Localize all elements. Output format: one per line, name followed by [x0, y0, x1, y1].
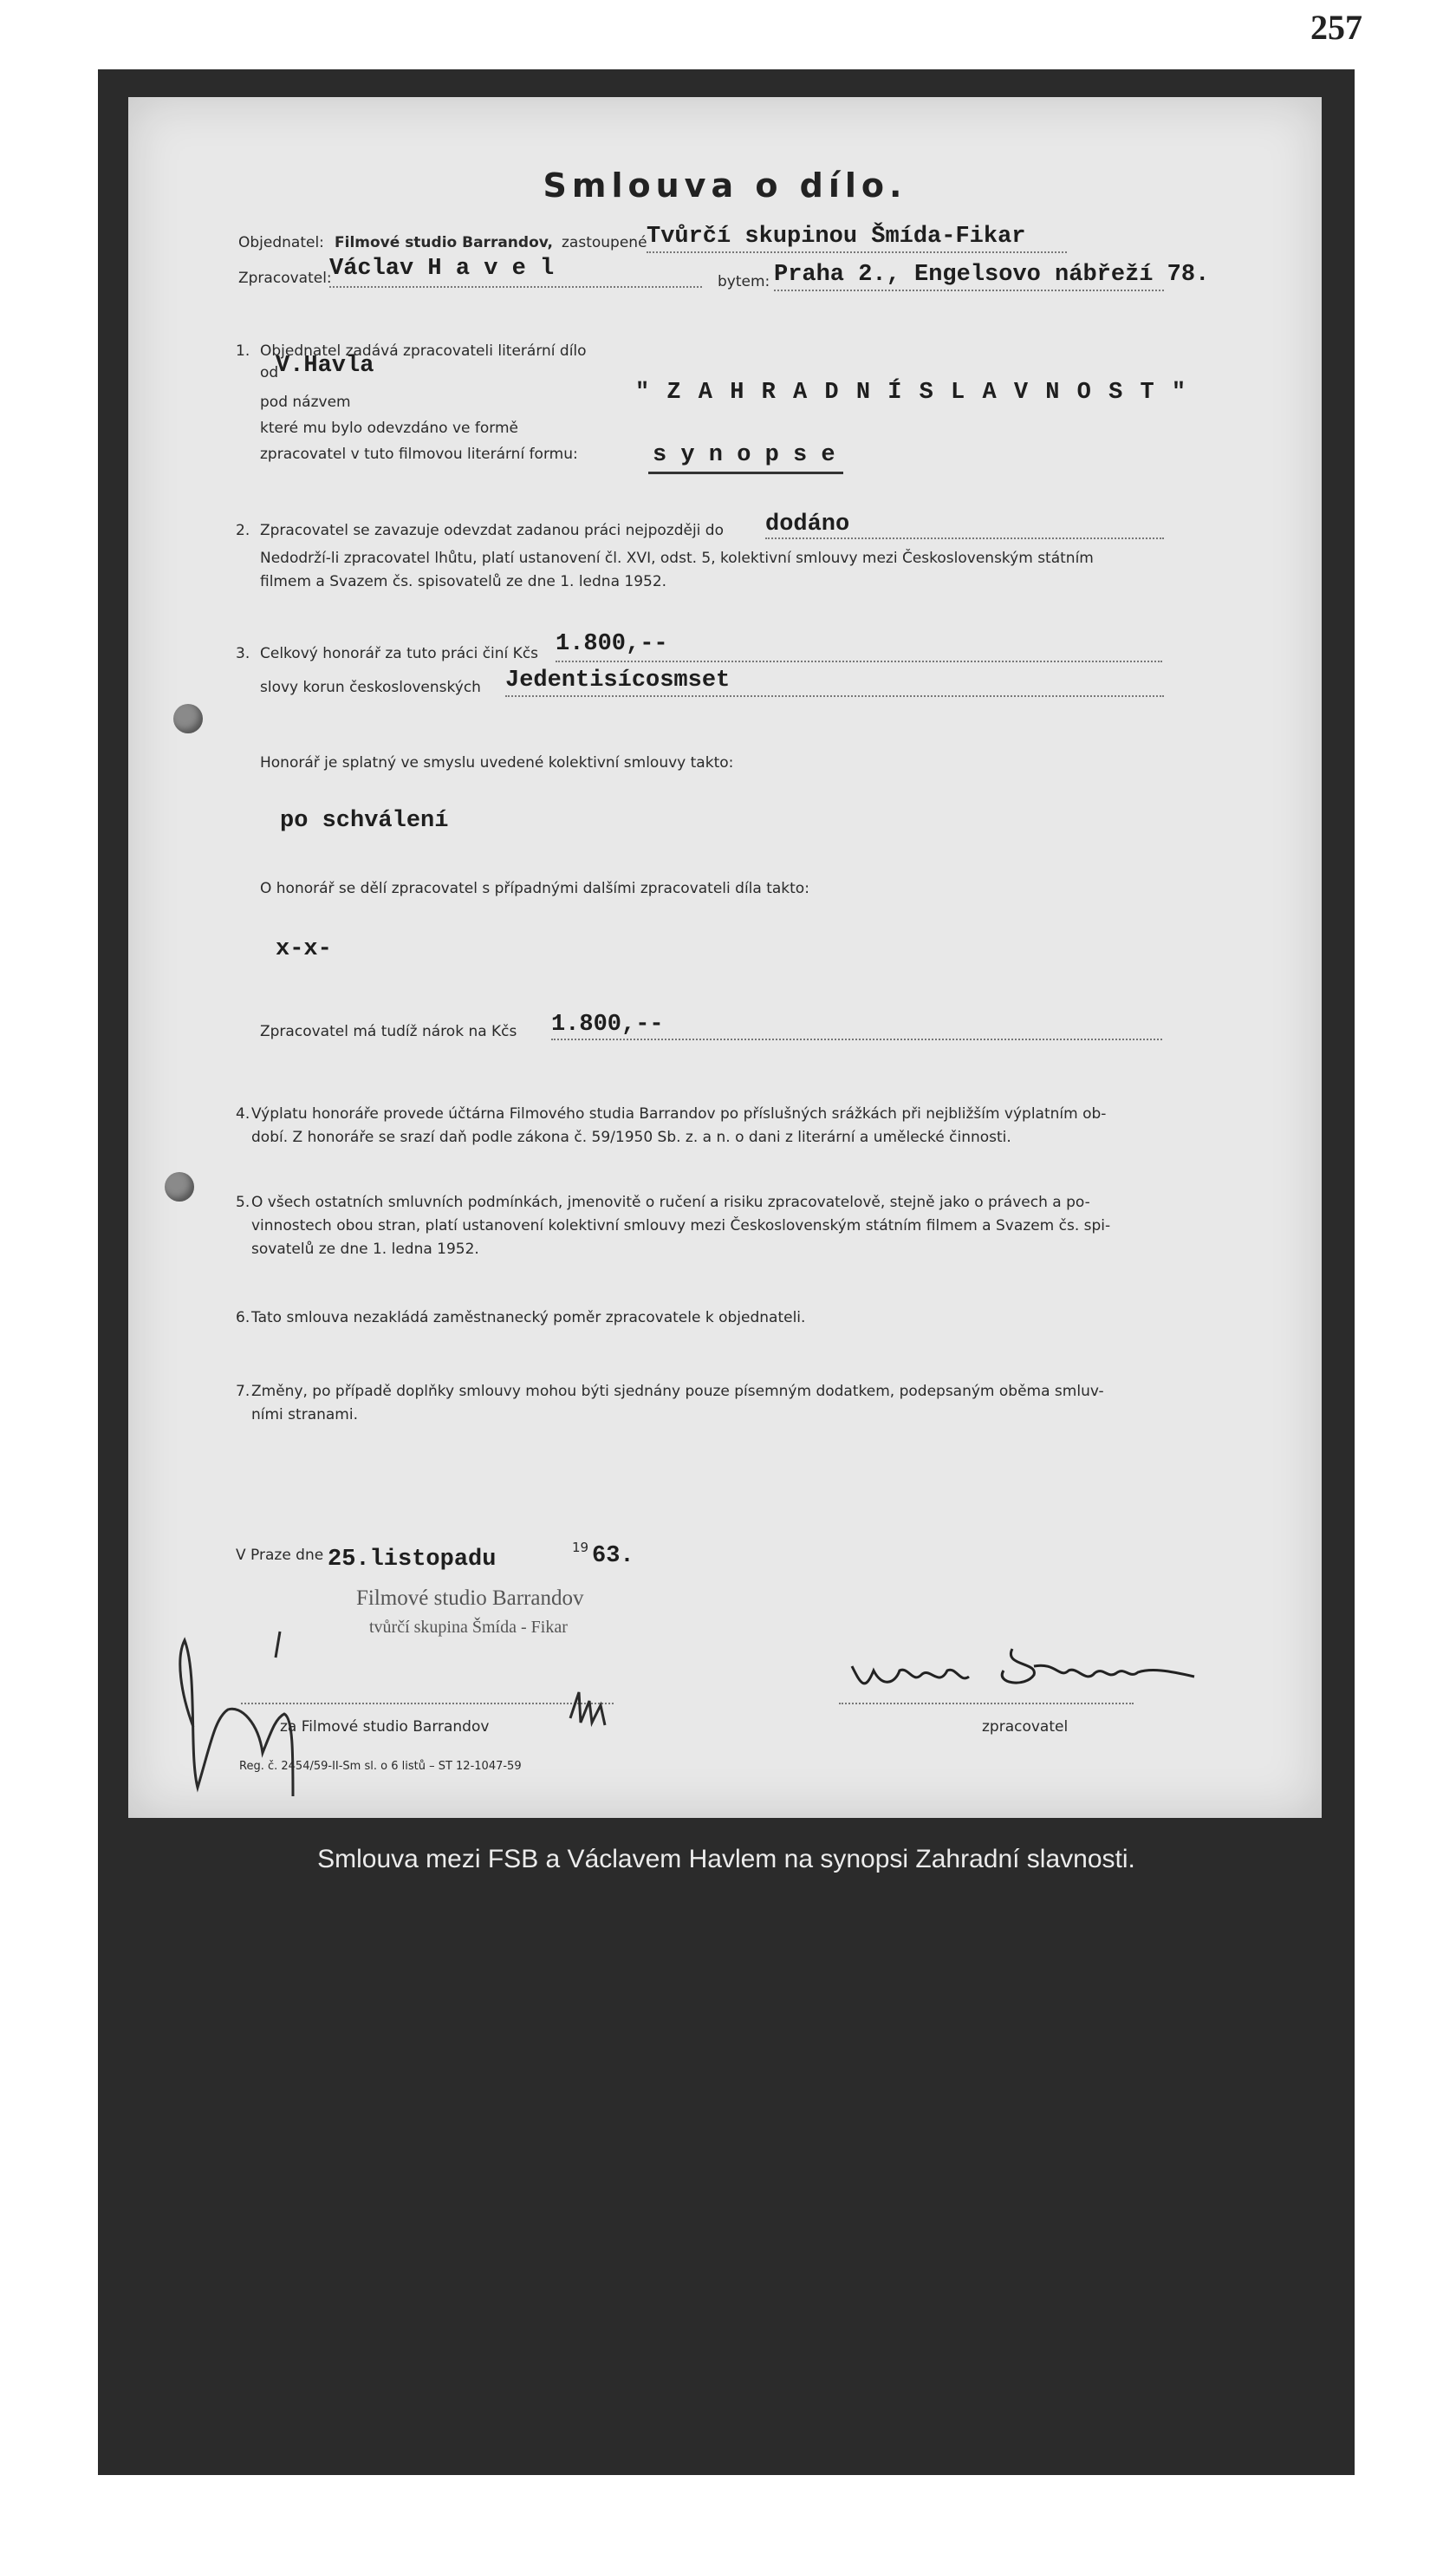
section2-line1: Zpracovatel se zavazuje odevzdat zadanou práci nejpozději do	[260, 522, 724, 539]
dotted-line	[774, 290, 1164, 291]
dotted-line	[556, 661, 1162, 662]
deadline-value: dodáno	[765, 511, 850, 537]
bytem-value: Praha 2., Engelsovo nábřeží 78.	[774, 262, 1210, 288]
section1-number: 1.	[236, 342, 250, 360]
contract-document	[128, 97, 1322, 1818]
section5-line3: sovatelů ze dne 1. ledna 1952.	[251, 1241, 479, 1258]
zpracovatel-label: Zpracovatel:	[238, 270, 332, 287]
stamp-line1: Filmové studio Barrandov	[356, 1586, 584, 1610]
section7	[236, 1380, 1205, 1427]
fee-amount-value: 1.800,--	[556, 631, 668, 657]
section1-line4: které mu bylo odevzdáno ve formě	[260, 420, 519, 437]
right-signatory-label: zpracovatel	[982, 1718, 1069, 1736]
underline	[648, 472, 843, 474]
share-text: O honorář se dělí zpracovatel s případnými dalšími zpracovateli díla takto:	[260, 880, 809, 897]
zastoupene-label: zastoupené	[562, 234, 647, 251]
dotted-line	[329, 286, 702, 288]
date-value: 25.listopadu	[328, 1547, 497, 1573]
zastoupene-value: Tvůrčí skupinou Šmída-Fikar	[647, 224, 1026, 250]
section4-line2: dobí. Z honoráře se srazí daň podle zákona č. 59/1950 Sb. z. a n. o dani z literární a umělecké činnosti.	[251, 1129, 1011, 1146]
claim-value: 1.800,--	[551, 1012, 664, 1038]
section6	[236, 1306, 1205, 1330]
section5	[236, 1191, 1205, 1261]
dotted-line	[765, 537, 1164, 539]
section7-line1: Změny, po případě doplňky smlouvy mohou býti sjednány pouze písemným dodatkem, podepsaným oběma smluv-	[251, 1383, 1104, 1400]
payable-text: Honorář je splatný ve smyslu uvedené kolektivní smlouvy takto:	[260, 754, 734, 772]
section2-line2: Nedodrží-li zpracovatel lhůtu, platí ustanovení čl. XVI, odst. 5, kolektivní smlouvy mezi Československým státním	[260, 550, 1094, 567]
document-title: Smlouva o dílo.	[543, 166, 907, 205]
page-number: 257	[1310, 8, 1362, 47]
dotted-line	[505, 695, 1164, 697]
section5-number: 5.	[236, 1194, 250, 1211]
zpracovatel-value: Václav H a v e l	[329, 256, 555, 282]
claim-text: Zpracovatel má tudíž nárok na Kčs	[260, 1023, 517, 1040]
section3-number: 3.	[236, 645, 250, 662]
section2-line3: filmem a Svazem čs. spisovatelů ze dne 1. ledna 1952.	[260, 573, 667, 590]
section7-line2: ními stranami.	[251, 1406, 358, 1423]
bytem-label: bytem:	[718, 273, 770, 290]
section1-od-value: V.Havla	[276, 353, 374, 379]
year-value: 63.	[592, 1543, 634, 1569]
dotted-line	[551, 1039, 1162, 1040]
section4-number: 4.	[236, 1105, 250, 1123]
objednatel-value: Filmové studio Barrandov,	[335, 234, 553, 251]
share-value: x-x-	[276, 936, 332, 962]
section1-line5: zpracovatel v tuto filmovou literární formu:	[260, 446, 578, 463]
section5-line2: vinnostech obou stran, platí ustanovení kolektivní smlouvy mezi Československým státním filmem a Svazem čs. spi-	[251, 1217, 1111, 1234]
section1-line3: pod názvem	[260, 394, 351, 411]
year-prefix: 19	[572, 1540, 589, 1555]
section1-line1: Objednatel zadává zpracovateli literární dílo	[260, 342, 587, 360]
work-title-value: " Z A H R A D N Í S L A V N O S T "	[635, 380, 1188, 406]
objednatel-label: Objednatel:	[238, 234, 324, 251]
section4	[236, 1103, 1205, 1150]
dotted-line	[647, 251, 1067, 253]
section4-line1: Výplatu honoráře provede účtárna Filmového studia Barrandov po příslušných srážkách při nejbližším výplatním ob-	[251, 1105, 1107, 1123]
photo-caption: Smlouva mezi FSB a Václavem Havlem na synopsi Zahradní slavnosti.	[317, 1845, 1135, 1873]
registration-footer: Reg. č. 2454/59-II-Sm sl. o 6 listů – ST 12-1047-59	[239, 1760, 522, 1773]
work-form-value: s y n o p s e	[653, 442, 835, 468]
place-label: V Praze dne	[236, 1547, 324, 1564]
section1-od-label: od	[260, 364, 279, 381]
punch-hole	[173, 704, 203, 733]
section3-line2: slovy korun československých	[260, 679, 481, 696]
section3-line1: Celkový honorář za tuto práci činí Kčs	[260, 645, 539, 662]
section5-line1: O všech ostatních smluvních podmínkách, jmenovitě o ručení a risiku zpracovatelově, stejně jako o právech a po-	[251, 1194, 1090, 1211]
left-signatory-label: za Filmové studio Barrandov	[280, 1718, 490, 1736]
section2-number: 2.	[236, 522, 250, 539]
signature-right	[839, 1632, 1272, 1710]
fee-words-value: Jedentisícosmset	[505, 668, 731, 694]
section7-number: 7.	[236, 1383, 250, 1400]
payable-value: po schválení	[280, 808, 449, 834]
section6-number: 6.	[236, 1309, 250, 1326]
section6-line1: Tato smlouva nezakládá zaměstnanecký poměr zpracovatele k objednateli.	[251, 1309, 806, 1326]
stamp-line2: tvůrčí skupina Šmída - Fikar	[369, 1618, 568, 1637]
punch-hole	[165, 1172, 194, 1202]
